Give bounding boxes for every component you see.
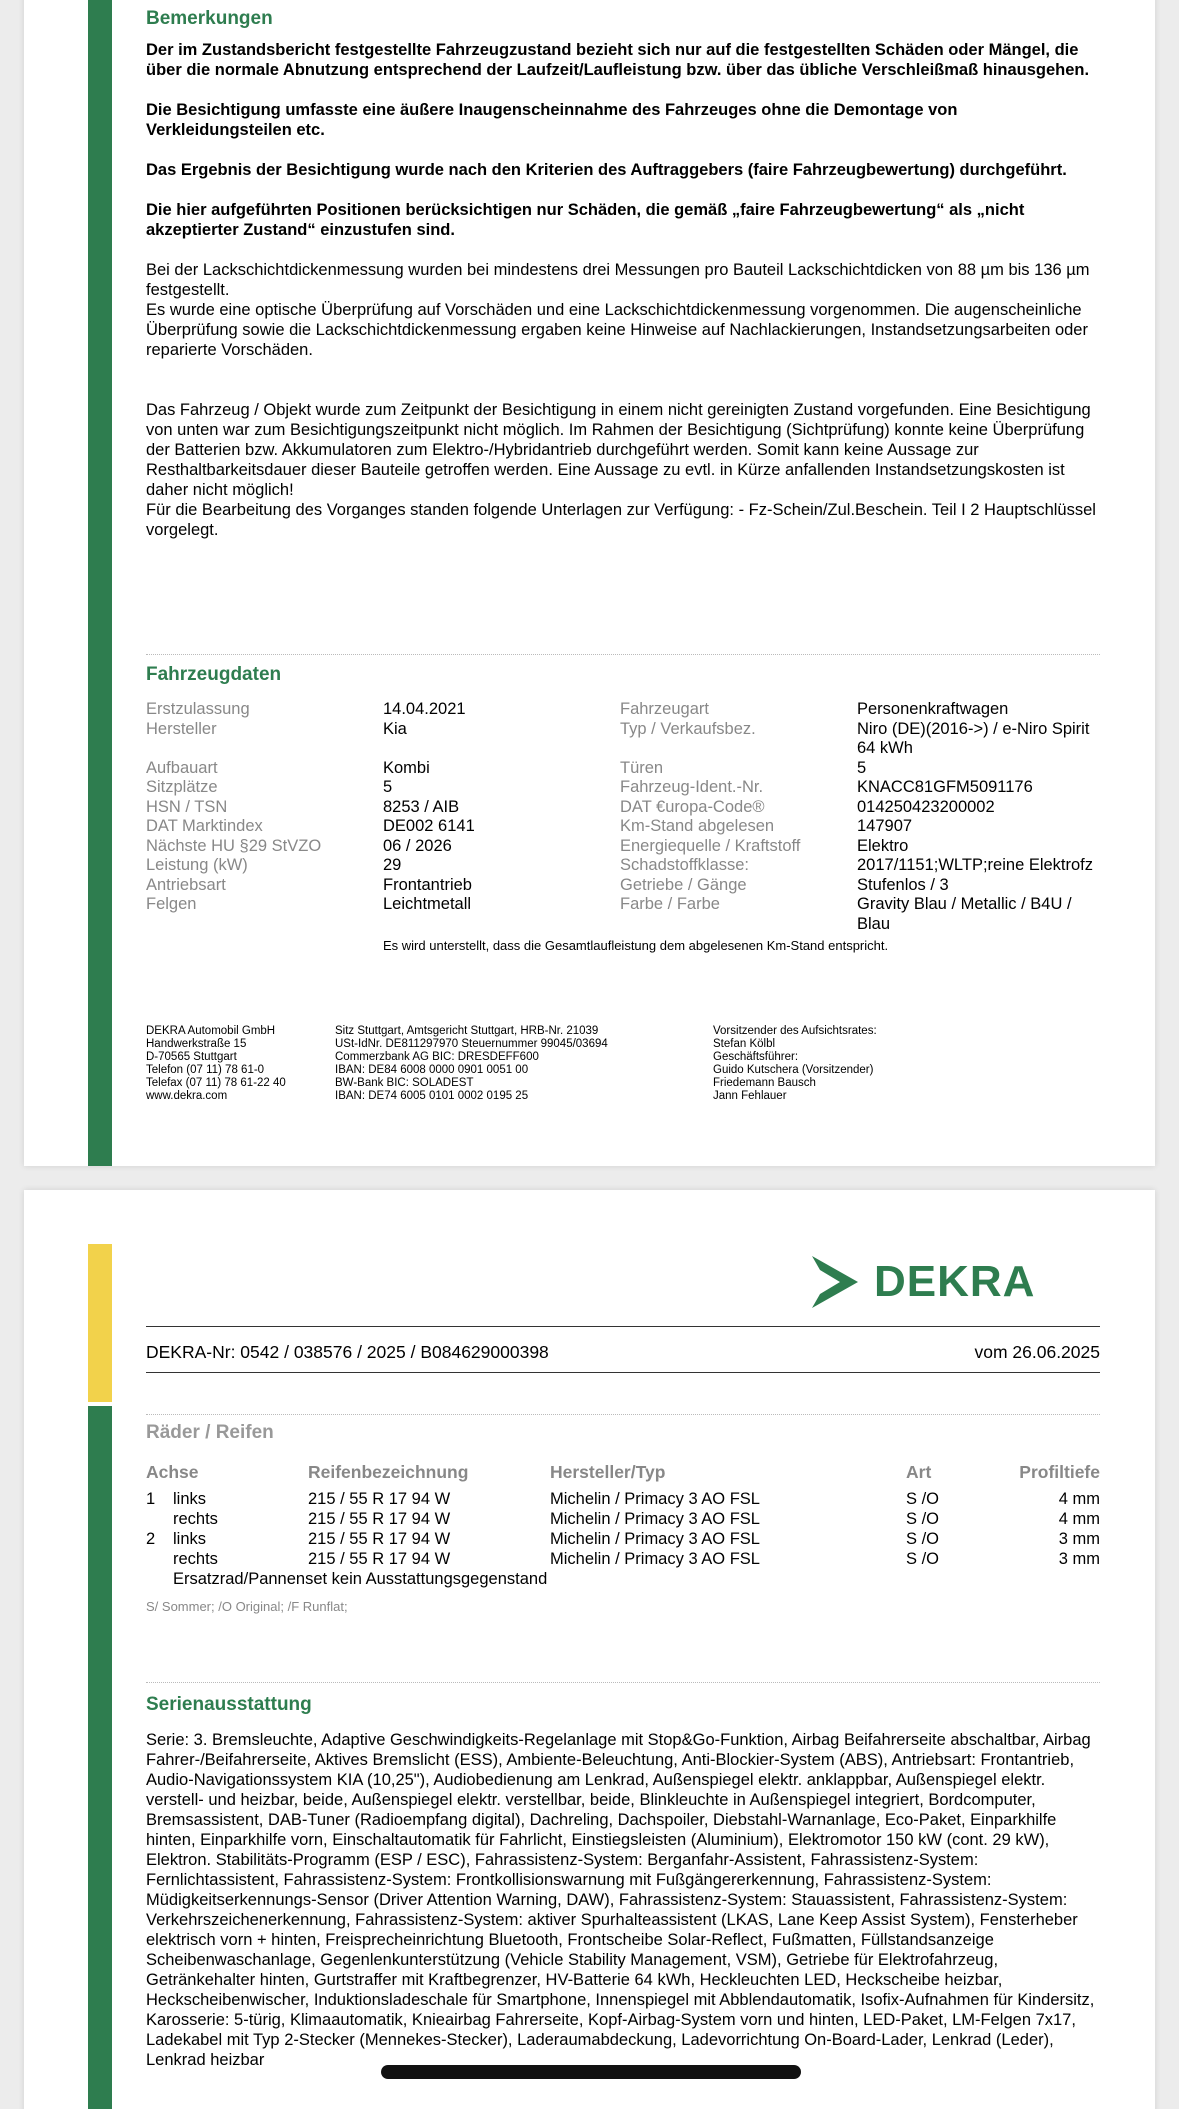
table-cell [146, 1509, 173, 1529]
vehicle-field-label: Fahrzeug-Ident.-Nr. [620, 778, 764, 796]
divider [146, 1682, 1100, 1683]
header-rule [146, 1326, 1100, 1327]
remarks-bold-2: Die Besichtigung umfasste eine äußere Inaugenscheinnahme des Fahrzeuges ohne die Demontage von Verkleidungsteilen etc. [146, 101, 958, 139]
vehicle-field-label: DAT Marktindex [146, 817, 263, 835]
equipment-text: Serie: 3. Bremsleuchte, Adaptive Geschwindigkeits-Regelanlage mit Stop&Go-Funktion, Airbag Beifahrerseite abschaltbar, Airbag Fahrer-/Beifahrerseite, Aktives Bremslicht (ESS), Ambiente-Beleuchtung, Anti-Blockier-System (ABS), Antriebsart: Frontantrieb, Audio-Navigationssystem KIA (10,25"), Audiobedienung am Lenkrad, Außenspiegel elektr. anklappbar, Außenspiegel elektr. verstell- und heizbar, beide, Außenspiegel elektr. verstellbar, beide, Blinkleuchte in Außenspiegel integriert, Bordcomputer, Bremsassistent, DAB-Tuner (Radioempfang digital), Dachreling, Dachspoiler, Diebstahl-Warnanlage, Eco-Paket, Einparkhilfe hinten, Einparkhilfe vorn, Einschaltautomatik für Fahrlicht, Einstiegsleisten (Aluminium), Elektromotor 150 kW (cont. 29 kW), Elektron. Stabilitäts-Programm (ESP / ESC), Fahrassistenz-System: Berganfahr-Assistent, Fahrassistenz-System: Fernlichtassistent, Fahrassistenz-System: Frontkollisionswarnung mit Fußgängererkennung, Fahrassistenz-System: Müdigkeitserkennungs-Sensor (Driver Attention Warning, DAW), Fahrassistenz-System: Stauassistent, Fahrassistenz-System: Verkehrszeichenerkennung, Fahrassistenz-System: aktiver Spurhalteassistent (LKAS, Lane Keep Assist System), Fensterheber elektrisch vorn + hinten, Freisprecheinrichtung Bluetooth, Frontscheibe Solar-Reflect, Fußmatten, Füllstandsanzeige Scheibenwaschanlage, Gegenlenkunterstützung (Vehicle Stability Management, VSM), Getriebe für Elektrofahrzeug, Getränkehalter hinten, Gurtstraffer mit Kraftbegrenzer, HV-Batterie 64 kWh, Heckleuchten LED, Heckscheibe heizbar, Heckscheibenwischer, Induktionsladeschale für Smartphone, Innenspiegel mit Abblendautomatik, Isofix-Aufnahmen für Kindersitz, Karosserie: 5-türig, Klimaautomatik, Knieairbag Fahrerseite, Kopf-Airbag-System vorn und hinten, LED-Paket, LM-Felgen 7x17, Ladekabel mit Typ 2-Stecker (Mennekes-Stecker), Laderaumabdeckung, Ladevorrichtung On-Board-Lader, Lenkrad (Leder), Lenkrad heizbar [146, 1731, 1095, 2069]
remarks-title: Bemerkungen [146, 8, 273, 29]
table-cell: links [173, 1490, 207, 1508]
footer-line: Jann Fehlauer [713, 1090, 787, 1102]
footer-line: IBAN: DE74 6005 0101 0002 0195 25 [335, 1090, 529, 1102]
header-rule [146, 1372, 1100, 1373]
footer-line: Guido Kutschera (Vorsitzender) [713, 1064, 874, 1076]
divider [146, 654, 1100, 655]
divider [146, 1414, 1100, 1415]
equipment-section [146, 1694, 1100, 2070]
footer-line: Geschäftsführer: [713, 1051, 799, 1063]
table-cell: 215 / 55 R 17 94 W [308, 1550, 451, 1568]
tyres-header-row [146, 1462, 1100, 1483]
footer-line: www.dekra.com [146, 1090, 228, 1102]
equipment-title: Serienausstattung [146, 1694, 312, 1715]
vehicle-field-label: HSN / TSN [146, 797, 228, 816]
vehicle-field-value: Personenkraftwagen [857, 700, 1009, 718]
vehicle-field-label: Getriebe / Gänge [620, 875, 747, 894]
table-cell: Michelin / Primacy 3 AO FSL [550, 1550, 760, 1568]
vehicle-field-value: 29 [383, 856, 402, 874]
vehicle-field-label: Typ / Verkaufsbez. [620, 719, 756, 738]
mileage-note: Es wird unterstellt, dass die Gesamtlaufleistung dem abgelesenen Km-Stand entspricht. [383, 938, 889, 953]
tyres-column-header: Hersteller/Typ [550, 1462, 666, 1482]
table-cell: S /O [906, 1550, 940, 1568]
vehicle-field-value: KNACC81GFM5091176 [857, 778, 1033, 796]
table-cell: 3 mm [1058, 1530, 1100, 1548]
footer-line: Vorsitzender des Aufsichtsrates: [713, 1025, 877, 1037]
vehicle-field-label: Leistung (kW) [146, 856, 248, 874]
vehicle-field-value: 147907 [857, 817, 913, 835]
footer-management [713, 1025, 1100, 1103]
vehicle-field-value: Niro (DE)(2016->) / e-Niro Spirit 64 kWh [857, 719, 1090, 757]
green-side-bar [88, 0, 112, 1166]
company-footer [146, 1025, 1100, 1103]
vehicle-field-label: Energiequelle / Kraftstoff [620, 836, 801, 855]
remarks-bold-4: Die hier aufgeführten Positionen berücksichtigen nur Schäden, die gemäß „faire Fahrzeugbewertung“ als „nicht akzeptierter Zustand“ einzustufen sind. [146, 201, 1025, 239]
footer-line: Telefax (07 11) 78 61-22 40 [146, 1077, 286, 1089]
table-cell: Michelin / Primacy 3 AO FSL [550, 1490, 760, 1508]
vehicle-field-value: 5 [383, 778, 393, 796]
footer-line: Sitz Stuttgart, Amtsgericht Stuttgart, HRB-Nr. 21039 [335, 1025, 599, 1037]
table-row [146, 1549, 1100, 1569]
vehicle-data-title: Fahrzeugdaten [146, 664, 282, 685]
vehicle-field-value: Kia [383, 719, 407, 738]
footer-bank [335, 1025, 713, 1103]
vehicle-field-value: Frontantrieb [383, 875, 472, 894]
table-cell: 215 / 55 R 17 94 W [308, 1530, 451, 1548]
vehicle-field-value: Elektro [857, 836, 909, 855]
tyres-title: Räder / Reifen [146, 1422, 274, 1443]
tyres-table-body [146, 1489, 1100, 1569]
tyres-legend: S/ Sommer; /O Original; /F Runflat; [146, 1599, 348, 1614]
vehicle-field-label: Erstzulassung [146, 700, 250, 718]
footer-line: USt-IdNr. DE811297970 Steuernummer 99045/03694 [335, 1038, 608, 1050]
table-cell: S /O [906, 1490, 940, 1508]
vehicle-field-label: Felgen [146, 895, 197, 913]
remarks-bold-3: Das Ergebnis der Besichtigung wurde nach den Kriterien des Auftraggebers (faire Fahrzeugbewertung) durchgeführt. [146, 161, 1067, 179]
vehicle-field-value: DE002 6141 [383, 817, 475, 835]
table-row [146, 1529, 1100, 1549]
vehicle-field-value: 014250423200002 [857, 797, 995, 816]
vehicle-field-label: Hersteller [146, 719, 217, 738]
vehicle-field-label: Aufbauart [146, 758, 218, 777]
footer-line: IBAN: DE84 6008 0000 0901 0051 00 [335, 1064, 529, 1076]
green-side-bar [88, 1406, 112, 2109]
tyres-column-header: Reifenbezeichnung [308, 1462, 469, 1482]
vehicle-field-value: Kombi [383, 758, 430, 777]
table-cell: Michelin / Primacy 3 AO FSL [550, 1530, 760, 1548]
vehicle-field-value: 14.04.2021 [383, 700, 466, 718]
dekra-number: DEKRA-Nr: 0542 / 038576 / 2025 / B084629000398 [146, 1342, 549, 1362]
vehicle-field-label: Fahrzeugart [620, 700, 709, 718]
vehicle-field-value: 5 [857, 758, 867, 777]
table-row [146, 1509, 1100, 1529]
vehicle-field-value: Stufenlos / 3 [857, 875, 949, 894]
home-indicator[interactable] [381, 2065, 801, 2079]
report-page-1 [24, 0, 1155, 1166]
table-row [146, 1489, 1100, 1509]
tyres-column-header: Profiltiefe [1019, 1462, 1100, 1482]
table-cell: links [173, 1530, 207, 1548]
table-cell: 4 mm [1058, 1490, 1100, 1508]
report-header [146, 1342, 1100, 1363]
vehicle-field-value: 8253 / AIB [383, 797, 460, 816]
footer-address [146, 1025, 335, 1103]
vehicle-field-label: Türen [620, 758, 664, 777]
table-cell: 215 / 55 R 17 94 W [308, 1510, 451, 1528]
vehicle-field-label: Antriebsart [146, 875, 226, 894]
dekra-logo-icon [810, 1254, 860, 1310]
vehicle-data-section [146, 664, 1100, 953]
report-page-2 [24, 1190, 1155, 2109]
footer-line: Telefon (07 11) 78 61-0 [146, 1064, 265, 1076]
table-cell: Michelin / Primacy 3 AO FSL [550, 1510, 760, 1528]
spare-wheel-note: Ersatzrad/Pannenset kein Ausstattungsgegenstand [173, 1570, 548, 1588]
remarks-inspection-paragraph: Das Fahrzeug / Objekt wurde zum Zeitpunkt der Besichtigung in einem nicht gereinigten Zustand vorgefunden. Eine Besichtigung von unten war zum Besichtigungszeitpunkt nicht möglich. Im Rahmen der Besichtigung (Sichtprüfung) konnte keine Überprüfung der Batterien bzw. Akkumulatoren zum Elektro-/Hybridantrieb durchgeführt werden. Somit kann keine Aussage zur Resthaltbarkeitsdauer dieser Bauteile getroffen werden. Eine Aussage zu evtl. in Kürze anfallenden Instandsetzungskosten ist daher nicht möglich! Für die Bearbeitung des Vorganges standen folgende Unterlagen zur Verfügung: - Fz-Schein/Zul.Beschein. Teil I 2 Hauptschlüssel vorgelegt. [146, 401, 1096, 539]
yellow-side-bar [88, 1244, 112, 1402]
table-cell: 3 mm [1058, 1550, 1100, 1568]
footer-line: BW-Bank BIC: SOLADEST [335, 1077, 474, 1089]
table-cell [146, 1549, 173, 1569]
remarks-paint-paragraph: Bei der Lackschichtdickenmessung wurden bei mindestens drei Messungen pro Bauteil Lackschichtdicken von 88 µm bis 136 µm festgestellt. Es wurde eine optische Überprüfung auf Vorschäden und eine Lackschichtdickenmessung vorgenommen. Die augenscheinliche Überprüfung sowie die Lackschichtdickenmessung ergaben keine Hinweise auf Nachlackierungen, Instandsetzungsarbeiten oder reparierte Vorschäden. [146, 261, 1090, 359]
vehicle-field-label: Schadstoffklasse: [620, 856, 750, 874]
vehicle-field-label: DAT €uropa-Code® [620, 797, 765, 816]
remarks-section [146, 8, 1100, 540]
vehicle-field-value: Gravity Blau / Metallic / B4U / Blau [857, 895, 1072, 933]
footer-line: DEKRA Automobil GmbH [146, 1025, 276, 1037]
footer-line: Friedemann Bausch [713, 1077, 816, 1089]
table-cell: 4 mm [1058, 1510, 1100, 1528]
remarks-bold-1: Der im Zustandsbericht festgestellte Fahrzeugzustand bezieht sich nur auf die festgestellten Schäden oder Mängel, die über die normale Abnutzung entsprechend der Laufzeit/Laufleistung bzw. über das übliche Verschleißmaß hinausgehen. [146, 41, 1090, 79]
footer-line: D-70565 Stuttgart [146, 1051, 237, 1063]
footer-line: Handwerkstraße 15 [146, 1038, 247, 1050]
footer-line: Stefan Kölbl [713, 1038, 776, 1050]
vehicle-field-value: 2017/1151;WLTP;reine Elektrofz [857, 856, 1094, 874]
table-cell: 1 [146, 1490, 156, 1508]
report-date: vom 26.06.2025 [974, 1342, 1100, 1362]
tyres-column-header: Achse [146, 1462, 199, 1482]
vehicle-field-value: 06 / 2026 [383, 836, 452, 855]
vehicle-field-value: Leichtmetall [383, 895, 472, 913]
tyres-column-header: Art [906, 1462, 932, 1482]
table-cell: rechts [173, 1550, 218, 1568]
vehicle-field-label: Sitzplätze [146, 778, 218, 796]
vehicle-field-label: Nächste HU §29 StVZO [146, 836, 322, 855]
dekra-logo [810, 1254, 1035, 1310]
vehicle-data-grid [146, 700, 1100, 934]
table-cell: S /O [906, 1530, 940, 1548]
vehicle-field-label: Km-Stand abgelesen [620, 817, 775, 835]
footer-line: Commerzbank AG BIC: DRESDEFF600 [335, 1051, 539, 1063]
table-cell: 2 [146, 1530, 156, 1548]
table-cell: 215 / 55 R 17 94 W [308, 1490, 451, 1508]
vehicle-field-label: Farbe / Farbe [620, 895, 720, 913]
dekra-logo-text: DEKRA [874, 1257, 1036, 1306]
table-cell: S /O [906, 1510, 940, 1528]
tyres-section [146, 1422, 1100, 1614]
table-cell: rechts [173, 1510, 218, 1528]
